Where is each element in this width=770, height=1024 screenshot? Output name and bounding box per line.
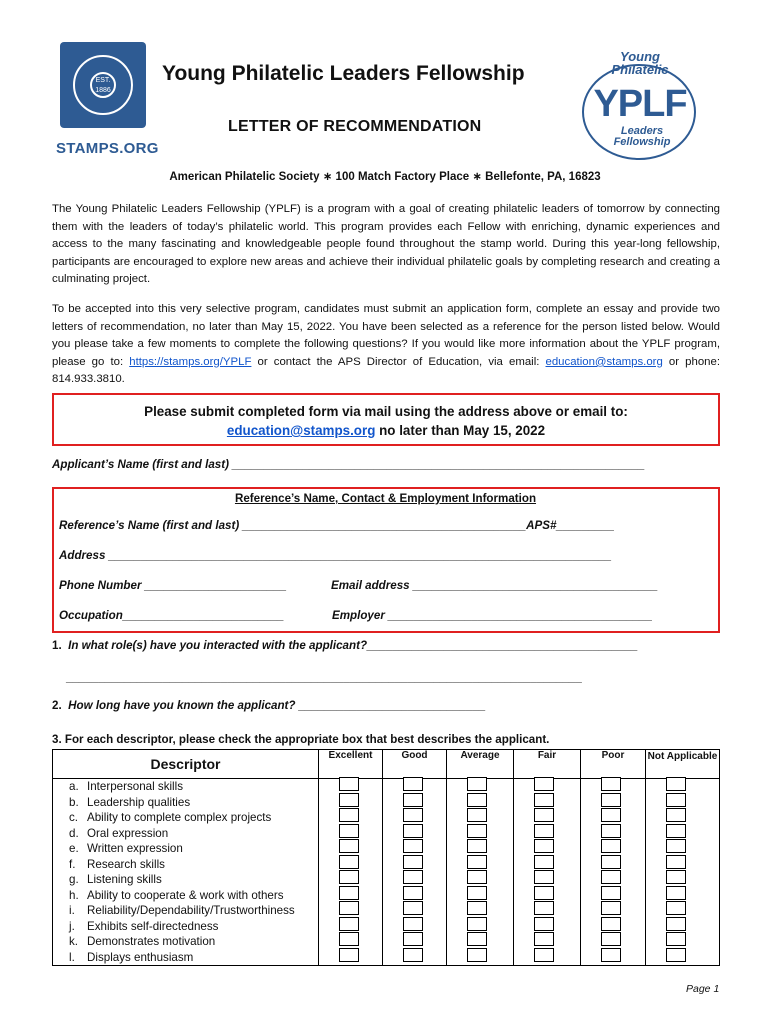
descriptor-item: c. Ability to complete complex projects bbox=[69, 811, 272, 824]
logo-wordmark: STAMPS.ORG bbox=[56, 140, 159, 157]
reference-info-box bbox=[52, 487, 720, 633]
question-1[interactable]: 1. In what role(s) have you interacted with the applicant?__________________________________________ bbox=[52, 639, 638, 652]
checkbox-excellent[interactable] bbox=[339, 777, 359, 791]
checkbox-not-applicable[interactable] bbox=[666, 777, 686, 791]
checkbox-excellent[interactable] bbox=[339, 824, 359, 838]
checkbox-poor[interactable] bbox=[601, 901, 621, 915]
checkbox-not-applicable[interactable] bbox=[666, 917, 686, 931]
checkbox-good[interactable] bbox=[403, 793, 423, 807]
col-fair: Fair bbox=[514, 750, 581, 779]
descriptor-item: a. Interpersonal skills bbox=[69, 780, 184, 793]
checkbox-fair[interactable] bbox=[534, 824, 554, 838]
reference-occupation-field[interactable]: Occupation_________________________ bbox=[59, 609, 284, 622]
intro-paragraph-1: The Young Philatelic Leaders Fellowship (YPLF) is a program with a goal of creating philatelic leaders of tomorrow by connecting them with the leaders of today’s philatelic world. This program provides each Fellow with enriching, dynamic experiences and access to the many fascinating and knowledgeable people found throughout the stamp world. During this year-long fellowship, participants are encouraged to explore new areas and achieve their individual philatelic goals by completing research and creating a culminating project. bbox=[52, 203, 720, 286]
checkbox-poor[interactable] bbox=[601, 917, 621, 931]
checkbox-excellent[interactable] bbox=[339, 886, 359, 900]
applicant-name-field[interactable]: Applicant’s Name (first and last) ________________________________________________________________ bbox=[52, 458, 645, 471]
checkbox-good[interactable] bbox=[403, 901, 423, 915]
question-1-extra-line[interactable]: ________________________________________________________________________________ bbox=[66, 671, 582, 684]
submit-email-link[interactable]: education@stamps.org bbox=[226, 423, 376, 438]
checkbox-excellent[interactable] bbox=[339, 793, 359, 807]
checkbox-good[interactable] bbox=[403, 917, 423, 931]
page-title: Young Philatelic Leaders Fellowship bbox=[162, 62, 525, 85]
checkbox-average[interactable] bbox=[467, 886, 487, 900]
checkbox-poor[interactable] bbox=[601, 808, 621, 822]
descriptor-item: b. Leadership qualities bbox=[69, 795, 191, 809]
submit-instructions-box: Please submit completed form via mail using the address above or email to: education@stamps.org no later than May 15, 2022 bbox=[52, 393, 720, 446]
checkbox-average[interactable] bbox=[467, 839, 487, 853]
checkbox-not-applicable[interactable] bbox=[666, 932, 686, 946]
question-2[interactable]: 2. How long have you known the applicant? _____________________________ bbox=[52, 699, 486, 712]
descriptor-item: k. Demonstrates motivation bbox=[69, 935, 216, 948]
checkbox-fair[interactable] bbox=[534, 808, 554, 822]
checkbox-average[interactable] bbox=[467, 793, 487, 807]
checkbox-poor[interactable] bbox=[601, 824, 621, 838]
checkbox-good[interactable] bbox=[403, 855, 423, 869]
checkbox-poor[interactable] bbox=[601, 932, 621, 946]
col-poor: Poor bbox=[581, 750, 646, 779]
stamp-seal-icon: EST. 1886 bbox=[60, 42, 146, 128]
checkbox-fair[interactable] bbox=[534, 839, 554, 853]
checkbox-good[interactable] bbox=[403, 824, 423, 838]
descriptor-item: g. Listening skills bbox=[69, 873, 162, 886]
checkbox-average[interactable] bbox=[467, 870, 487, 884]
checkbox-average[interactable] bbox=[467, 932, 487, 946]
checkbox-average[interactable] bbox=[467, 808, 487, 822]
descriptor-items bbox=[53, 779, 319, 966]
checkbox-fair[interactable] bbox=[534, 855, 554, 869]
checkbox-fair[interactable] bbox=[534, 870, 554, 884]
page-subtitle: LETTER OF RECOMMENDATION bbox=[228, 118, 482, 135]
checkbox-excellent[interactable] bbox=[339, 917, 359, 931]
descriptor-item: d. Oral expression bbox=[69, 826, 169, 840]
page-number: Page 1 bbox=[686, 983, 720, 995]
checkbox-good[interactable] bbox=[403, 948, 423, 962]
checkbox-fair[interactable] bbox=[534, 948, 554, 962]
checkbox-good[interactable] bbox=[403, 870, 423, 884]
descriptor-table bbox=[52, 749, 720, 966]
checkbox-fair[interactable] bbox=[534, 917, 554, 931]
yplf-logo: Young Philatelic YPLF Leaders Fellowship bbox=[580, 50, 698, 160]
checkbox-excellent[interactable] bbox=[339, 901, 359, 915]
descriptor-item: e. Written expression bbox=[69, 842, 183, 855]
checkbox-not-applicable[interactable] bbox=[666, 870, 686, 884]
checkbox-fair[interactable] bbox=[534, 901, 554, 915]
checkbox-fair[interactable] bbox=[534, 932, 554, 946]
checkbox-not-applicable[interactable] bbox=[666, 839, 686, 853]
checkbox-not-applicable[interactable] bbox=[666, 886, 686, 900]
checkbox-average[interactable] bbox=[467, 824, 487, 838]
checkbox-good[interactable] bbox=[403, 932, 423, 946]
checkbox-not-applicable[interactable] bbox=[666, 808, 686, 822]
descriptor-header: Descriptor bbox=[53, 750, 319, 779]
checkbox-average[interactable] bbox=[467, 901, 487, 915]
col-not-applicable: Not Applicable bbox=[646, 750, 720, 779]
checkbox-excellent[interactable] bbox=[339, 808, 359, 822]
checkbox-good[interactable] bbox=[403, 808, 423, 822]
checkbox-not-applicable[interactable] bbox=[666, 901, 686, 915]
checkbox-excellent[interactable] bbox=[339, 839, 359, 853]
checkbox-poor[interactable] bbox=[601, 886, 621, 900]
checkbox-not-applicable[interactable] bbox=[666, 855, 686, 869]
checkbox-average[interactable] bbox=[467, 777, 487, 791]
reference-phone-field[interactable]: Phone Number ______________________ bbox=[59, 579, 287, 592]
checkbox-poor[interactable] bbox=[601, 855, 621, 869]
reference-employer-field[interactable]: Employer _________________________________________ bbox=[332, 609, 653, 622]
checkbox-fair[interactable] bbox=[534, 886, 554, 900]
checkbox-poor[interactable] bbox=[601, 793, 621, 807]
reference-email-field[interactable]: Email address ______________________________________ bbox=[331, 579, 658, 592]
checkbox-good[interactable] bbox=[403, 886, 423, 900]
descriptor-item: f. Research skills bbox=[69, 857, 165, 871]
descriptor-item: j. Exhibits self-directedness bbox=[69, 919, 219, 933]
checkbox-not-applicable[interactable] bbox=[666, 948, 686, 962]
checkbox-average[interactable] bbox=[467, 948, 487, 962]
checkbox-good[interactable] bbox=[403, 777, 423, 791]
checkbox-not-applicable[interactable] bbox=[666, 824, 686, 838]
checkbox-not-applicable[interactable] bbox=[666, 793, 686, 807]
checkbox-poor[interactable] bbox=[601, 839, 621, 853]
yplf-link[interactable]: https://stamps.org/YPLF bbox=[129, 355, 252, 368]
col-excellent: Excellent bbox=[319, 750, 383, 779]
descriptor-item: i. Reliability/Dependability/Trustworthiness bbox=[69, 904, 295, 917]
education-email-link[interactable]: education@stamps.org bbox=[545, 355, 663, 368]
checkbox-good[interactable] bbox=[403, 839, 423, 853]
checkbox-average[interactable] bbox=[467, 917, 487, 931]
checkbox-average[interactable] bbox=[467, 855, 487, 869]
stamps-org-logo bbox=[56, 42, 159, 160]
reference-name-field[interactable]: Reference’s Name (first and last) ____________________________________________APS#_________ bbox=[59, 519, 615, 532]
checkbox-poor[interactable] bbox=[601, 777, 621, 791]
reference-address-field[interactable]: Address ______________________________________________________________________________ bbox=[59, 549, 612, 562]
society-address: American Philatelic Society ∗ 100 Match Factory Place ∗ Bellefonte, PA, 16823 bbox=[169, 171, 601, 183]
checkbox-excellent[interactable] bbox=[339, 948, 359, 962]
descriptor-item: h. Ability to cooperate & work with others bbox=[69, 888, 284, 902]
checkbox-excellent[interactable] bbox=[339, 932, 359, 946]
col-good: Good bbox=[383, 750, 447, 779]
checkbox-excellent[interactable] bbox=[339, 870, 359, 884]
question-3: 3. For each descriptor, please check the appropriate box that best describes the applicant. bbox=[52, 733, 550, 746]
checkbox-excellent[interactable] bbox=[339, 855, 359, 869]
intro-paragraph-2: To be accepted into this very selective program, candidates must submit an application form, complete an essay and provide two letters of recommendation, no later than May 15, 2022. You have been selected as a reference for the person listed below. Would you please take a few moments to complete the following questions? If you would like more information about the YPLF program, please go to: https://stamps.org/YPLF or contact the APS Director of Education, via email: education@stamps.org or phone: 814.933.3810. bbox=[52, 303, 720, 386]
checkbox-poor[interactable] bbox=[601, 948, 621, 962]
descriptor-item: l. Displays enthusiasm bbox=[69, 950, 194, 964]
col-average: Average bbox=[447, 750, 514, 779]
checkbox-poor[interactable] bbox=[601, 870, 621, 884]
checkbox-fair[interactable] bbox=[534, 793, 554, 807]
checkbox-fair[interactable] bbox=[534, 777, 554, 791]
reference-section-title: Reference’s Name, Contact & Employment Information bbox=[234, 492, 537, 505]
